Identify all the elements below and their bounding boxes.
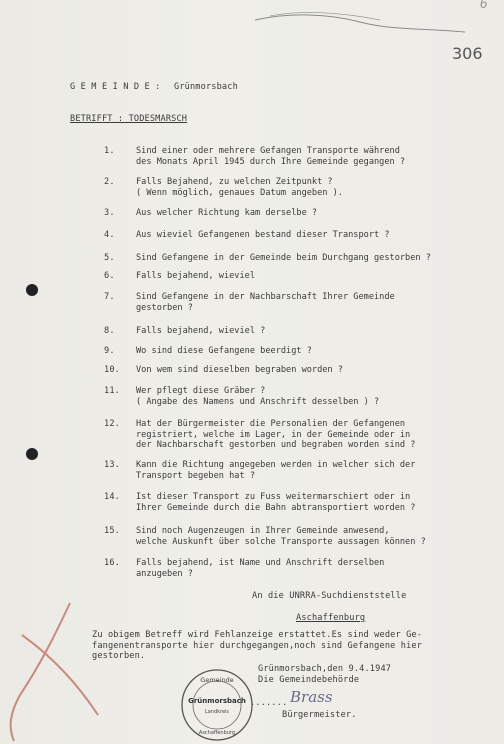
question-number: 14. xyxy=(104,492,120,502)
recipient-line2: Aschaffenburg xyxy=(296,613,366,623)
pencil-scribble xyxy=(250,2,470,38)
red-pencil-mark xyxy=(0,595,120,744)
gemeinde-value: Grünmorsbach xyxy=(174,82,238,92)
question-text: Sind noch Augenzeugen in Ihrer Gemeinde anwesend, welche Auskunft über solche Transporte aussagen können ? xyxy=(136,526,426,547)
question-text: Aus wieviel Gefangenen bestand dieser Transport ? xyxy=(136,230,390,240)
question-number: 16. xyxy=(104,558,120,568)
question-text: Sind einer oder mehrere Gefangen Transporte während des Monats April 1945 durch Ihre Gemeinde gegangen ? xyxy=(136,146,406,167)
betrifft-heading: BETRIFFT : TODESMARSCH xyxy=(70,114,188,124)
question-text: Falls bejahend, wieviel xyxy=(136,271,255,281)
punch-hole-top xyxy=(26,284,38,296)
stamp-middle-text: Grünmorsbach xyxy=(188,697,246,705)
question-number: 1. xyxy=(104,146,115,156)
authority: Die Gemeindebehörde xyxy=(258,675,360,685)
punch-hole-bottom xyxy=(26,448,38,460)
question-text: Sind Gefangene in der Nachbarschaft Ihrer Gemeinde gestorben ? xyxy=(136,292,395,313)
gemeinde-label: G E M E I N D E : xyxy=(70,82,161,92)
question-text: Ist dieser Transport zu Fuss weitermarschiert oder in Ihrer Gemeinde durch die Bahn abtransportiert worden ? xyxy=(136,492,416,513)
stamp-sub-text: Landkreis xyxy=(204,709,230,715)
corner-mark: 6 xyxy=(480,0,488,12)
municipal-stamp xyxy=(180,668,254,742)
question-number: 2. xyxy=(104,177,115,187)
question-text: Wer pflegt diese Gräber ? ( Angabe des Namens und Anschrift desselben ) ? xyxy=(136,386,380,407)
question-number: 5. xyxy=(104,253,115,263)
question-text: Aus welcher Richtung kam derselbe ? xyxy=(136,208,318,218)
question-number: 8. xyxy=(104,326,115,336)
question-number: 11. xyxy=(104,386,120,396)
question-text: Falls bejahend, ist Name und Anschrift derselben anzugeben ? xyxy=(136,558,385,579)
question-text: Falls bejahend, wieviel ? xyxy=(136,326,266,336)
question-number: 7. xyxy=(104,292,115,302)
question-text: Wo sind diese Gefangene beerdigt ? xyxy=(136,346,312,356)
question-text: Kann die Richtung angegeben werden in welcher sich der Transport begeben hat ? xyxy=(136,460,416,481)
stamp-bottom-text: Aschaffenburg xyxy=(198,730,236,736)
recipient-line1: An die UNRRA-Suchdienststelle xyxy=(252,591,407,601)
question-number: 15. xyxy=(104,526,120,536)
signature-dots: ....... xyxy=(250,698,288,708)
question-number: 9. xyxy=(104,346,115,356)
question-text: Sind Gefangene in der Gemeinde beim Durchgang gestorben ? xyxy=(136,253,431,263)
body-text: Zu obigem Betreff wird Fehlanzeige erstattet.Es sind weder Ge- fangenentransporte hier durchgegangen,noch sind Gefangene hier gestorben. xyxy=(92,630,423,662)
question-number: 3. xyxy=(104,208,115,218)
question-text: Falls Bejahend, zu welchen Zeitpunkt ? ( Wenn möglich, genaues Datum angeben ). xyxy=(136,177,343,198)
question-number: 13. xyxy=(104,460,120,470)
stamp-top-text: Gemeinde xyxy=(200,676,234,684)
signature: Brass xyxy=(290,688,333,706)
question-text: Von wem sind dieselben begraben worden ? xyxy=(136,365,343,375)
question-number: 12. xyxy=(104,419,120,429)
place-date: Grünmorsbach,den 9.4.1947 xyxy=(258,664,392,674)
signatory-title: Bürgermeister. xyxy=(282,710,357,720)
page-number: 306 xyxy=(452,44,483,63)
question-number: 6. xyxy=(104,271,115,281)
question-number: 4. xyxy=(104,230,115,240)
question-text: Hat der Bürgermeister die Personalien der Gefangenen registriert, welche im Lager, in der Gemeinde oder in der Nachbarschaft gestorben und begraben worden sind ? xyxy=(136,419,416,451)
question-number: 10. xyxy=(104,365,120,375)
